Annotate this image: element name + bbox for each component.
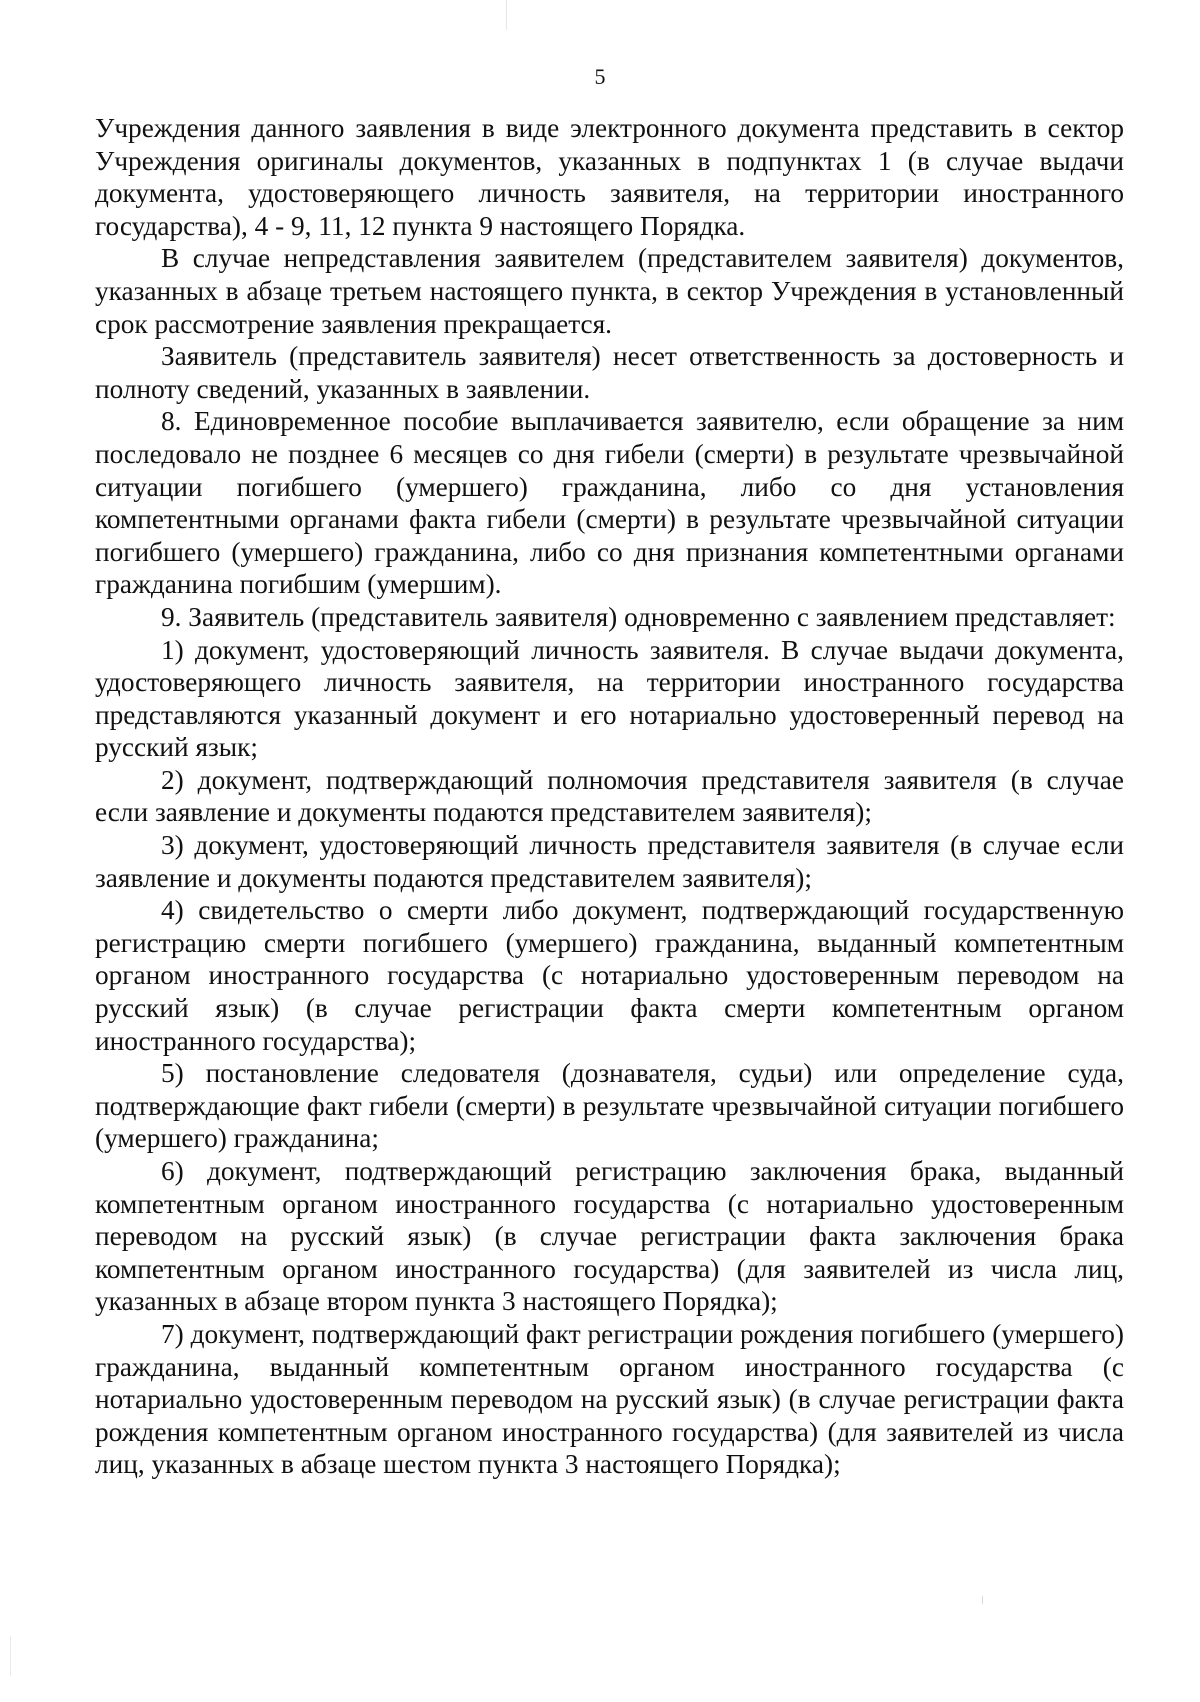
scan-artifact: [10, 1636, 11, 1676]
scan-artifact: [506, 0, 507, 30]
subitem-3: 3) документ, удостоверяющий личность представителя заявителя (в случае если заявление и документы подаются представителем заявителя);: [95, 830, 1124, 893]
subitem-5: 5) постановление следователя (дознавателя, судьи) или определение суда, подтверждающие факт гибели (смерти) в результате чрезвычайной ситуации погибшего (умершего) гражданина;: [95, 1058, 1124, 1154]
paragraph-responsibility: Заявитель (представитель заявителя) несет ответственность за достоверность и полноту сведений, указанных в заявлении.: [95, 341, 1124, 404]
subitem-1: 1) документ, удостоверяющий личность заявителя. В случае выдачи документа, удостоверяющего личность заявителя, на территории иностранного государства представляются указанный документ и его нотариально удостоверенный перевод на русский язык;: [95, 634, 1124, 763]
paragraph-item-8: 8. Единовременное пособие выплачивается заявителю, если обращение за ним последовало не позднее 6 месяцев со дня гибели (смерти) в результате чрезвычайной ситуации погибшего (умершего) гражданина, либо со дня установления компетентными органами факта гибели (смерти) в результате чрезвычайной ситуации погибшего (умершего) гражданина, либо со дня признания компетентными органами гражданина погибшим (умершим).: [95, 406, 1124, 600]
page-number: 5: [594, 64, 606, 89]
paragraph-continuation: Учреждения данного заявления в виде электронного документа представить в сектор Учреждения оригиналы документов, указанных в подпунктах 1 (в случае выдачи документа, удостоверяющего личность заявителя, на территории иностранного государства), 4 - 9, 11, 12 пункта 9 настоящего Порядка.: [95, 113, 1124, 241]
subitem-7: 7) документ, подтверждающий факт регистрации рождения погибшего (умершего) гражданина, выданный компетентным органом иностранного государства (с нотариально удостоверенным переводом на русский язык) (в случае регистрации факта рождения компетентным органом иностранного государства) (для заявителей из числа лиц, указанных в абзаце шестом пункта 3 настоящего Порядка);: [95, 1318, 1124, 1480]
scan-artifact: [982, 1596, 983, 1604]
subitem-2: 2) документ, подтверждающий полномочия представителя заявителя (в случае если заявление и документы подаются представителем заявителя);: [95, 764, 1124, 828]
subitem-4: 4) свидетельство о смерти либо документ, подтверждающий государственную регистрацию смерти погибшего (умершего) гражданина, выданный компетентным органом иностранного государства (с нотариально удостоверенным переводом на русский язык) (в случае регистрации факта смерти компетентным органом иностранного государства);: [95, 895, 1124, 1056]
document-body: [95, 112, 1124, 1481]
paragraph-item-9: 9. Заявитель (представитель заявителя) одновременно с заявлением представляет:: [161, 601, 1116, 632]
subitem-6: 6) документ, подтверждающий регистрацию заключения брака, выданный компетентным органом иностранного государства (с нотариально удостоверенным переводом на русский язык) (в случае регистрации факта заключения брака компетентным органом иностранного государства) (для заявителей из числа лиц, указанных в абзаце втором пункта 3 настоящего Порядка);: [95, 1156, 1124, 1317]
paragraph-nonsubmission: В случае непредставления заявителем (представителем заявителя) документов, указанных в абзаце третьем настоящего пункта, в сектор Учреждения в установленный срок рассмотрение заявления прекращается.: [95, 243, 1124, 339]
